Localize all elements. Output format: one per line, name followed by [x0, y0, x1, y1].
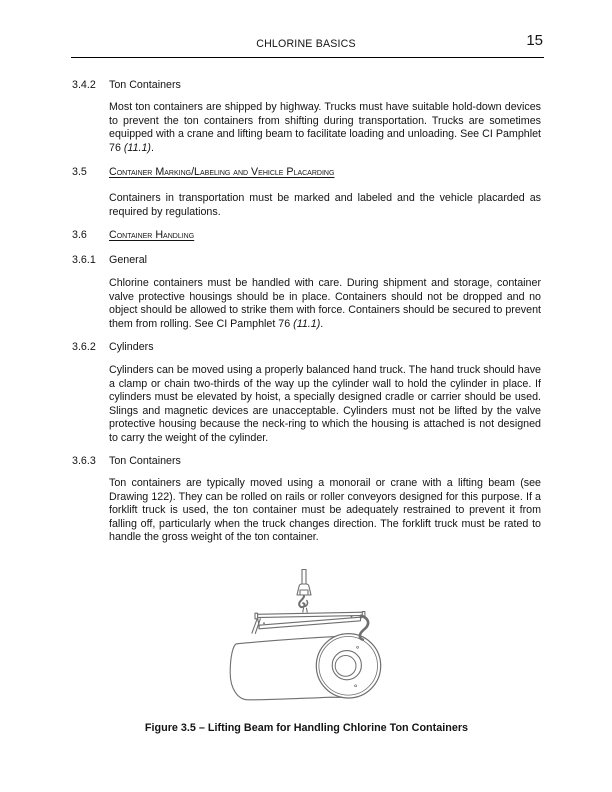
- lifting-beam: [255, 608, 365, 629]
- section-title: Container Handling: [109, 229, 195, 241]
- paragraph-cylinders-handling: [109, 364, 541, 445]
- section-heading-3-4-2: [72, 79, 541, 91]
- beam-hook-right: [360, 616, 368, 640]
- paragraph-text: Most ton containers are shipped by highway. Trucks must have suitable hold-down devices to prevent the ton containers from shifting during transportation. Trucks are sometimes equipped with a crane and lifting beam to facilitate loading and unloading. See CI Pamphlet 76: [109, 101, 541, 154]
- paragraph-text: Ton containers are typically moved using a monorail or crane with a lifting beam (see Drawing 122). They can be rolled on rails or roller conveyors designed for this purpose. If a forklift truck is used, the ton container must be adequately restrained to prevent it from falling off, particularly when the truck changes direction. The forklift truck must be rated to handle the gross weight of the ton container.: [109, 477, 541, 543]
- paragraph-tail: .: [320, 317, 324, 330]
- container-end-face: [316, 634, 380, 698]
- lifting-beam-illustration: [210, 569, 400, 717]
- section-heading-3-6-3: [72, 455, 541, 467]
- running-header-title: CHLORINE BASICS: [256, 38, 356, 50]
- section-number: 3.5: [72, 166, 87, 178]
- section-title: Cylinders: [109, 341, 154, 353]
- section-title: Ton Containers: [109, 455, 181, 467]
- crane-hook: [299, 596, 307, 608]
- paragraph-text: Cylinders can be moved using a properly balanced hand truck. The hand truck should have a clamp or chain two-thirds of the way up the cylinder wall to hold the cylinder in place. If cylinders must be elevated by hoist, a specially designed cradle or carrier should be used. Slings and magnetic devices are unacceptable. Cylinders must not be lifted by the valve protective housing because the neck-ring to which the housing is attached is not designed to carry the weight of the cylinder.: [109, 364, 541, 444]
- section-number: 3.6.2: [72, 341, 96, 353]
- section-title: Ton Containers: [109, 79, 181, 91]
- pamphlet-reference: (11.1): [293, 317, 321, 330]
- paragraph-general-handling: [109, 277, 541, 331]
- section-heading-3-6-2: [72, 341, 541, 353]
- pamphlet-reference: (11.1): [123, 141, 151, 154]
- section-number: 3.6.1: [72, 254, 96, 266]
- crane-suspension-rod: [297, 570, 311, 596]
- section-number: 3.6: [72, 229, 87, 241]
- section-heading-3-5: [72, 166, 541, 178]
- paragraph-ton-handling: [109, 477, 541, 545]
- header-rule: [71, 57, 544, 58]
- paragraph-ton-shipping: [109, 101, 541, 155]
- paragraph-text: Containers in transportation must be marked and labeled and the vehicle placarded as required by regulations.: [109, 192, 541, 218]
- beam-center-lug: [303, 608, 308, 613]
- section-number: 3.4.2: [72, 79, 96, 91]
- section-heading-3-6: [72, 229, 541, 241]
- section-title: Container Marking/Labeling and Vehicle Placarding: [109, 166, 335, 178]
- end-recess-outer: [332, 651, 361, 680]
- page-number: 15: [526, 32, 543, 49]
- section-heading-3-6-1: [72, 254, 541, 266]
- section-title: General: [109, 254, 148, 266]
- paragraph-tail: .: [150, 141, 154, 154]
- paragraph-marking: [109, 192, 541, 219]
- figure-lifting-beam-drawing: [210, 569, 400, 717]
- section-number: 3.6.3: [72, 455, 96, 467]
- paragraph-text: Chlorine containers must be handled with care. During shipment and storage, container valve protective housings should be in place. Containers should not be dropped and no object should be allowed to strike them with force. Containers should be secured to prevent them from rolling. See CI Pamphlet 76: [109, 277, 541, 330]
- figure-caption: Figure 3.5 – Lifting Beam for Handling Chlorine Ton Containers: [144, 722, 469, 734]
